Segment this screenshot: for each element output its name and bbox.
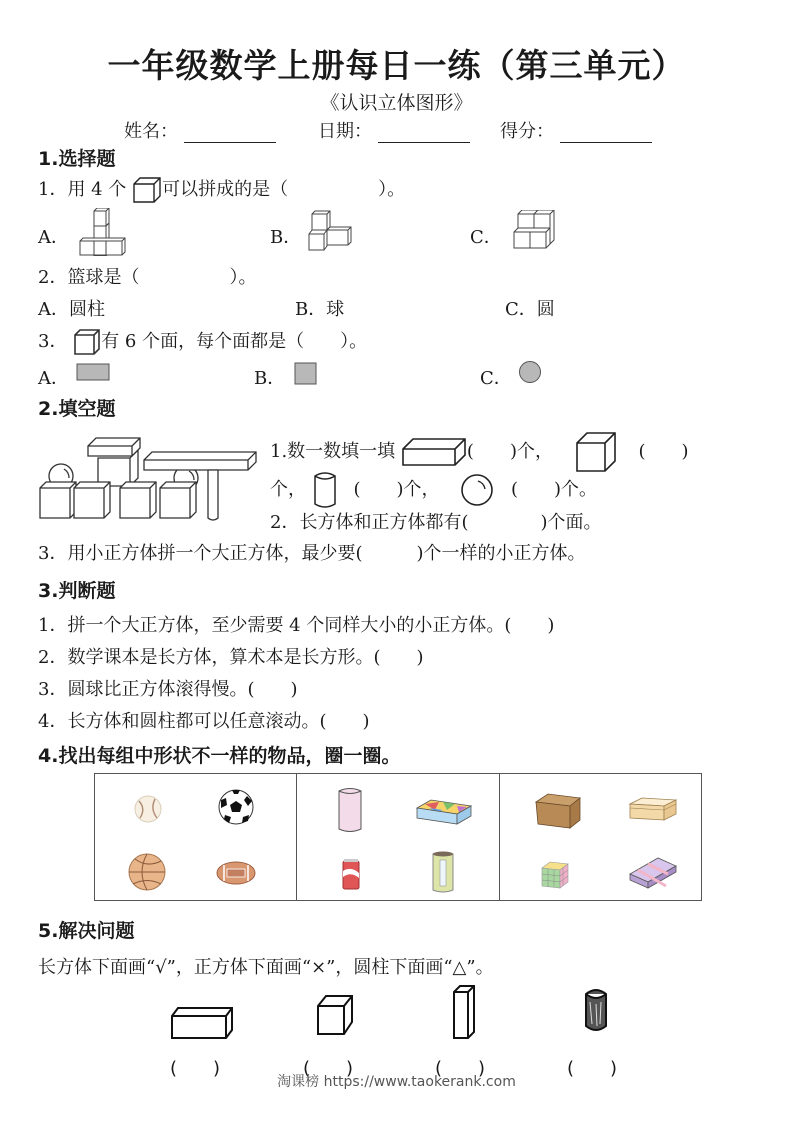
answer-slot-4[interactable]: ( ) <box>567 1058 618 1079</box>
sphere-icon <box>459 472 495 508</box>
football-icon[interactable] <box>215 860 257 886</box>
sketch-cube-icon <box>316 994 356 1036</box>
rubiks-cube-icon[interactable] <box>540 860 570 890</box>
date-blank[interactable] <box>378 124 470 143</box>
pink-cup-icon[interactable] <box>337 786 363 834</box>
s1-question-3: 3． 有 6 个面，每个面都是（ ）。 <box>38 327 367 356</box>
s1-q1-option-c[interactable]: C． <box>470 227 502 248</box>
answer-slot-3[interactable]: ( ) <box>435 1058 486 1079</box>
name-blank[interactable] <box>184 124 276 143</box>
section-5-heading: 5.解决问题 <box>38 920 135 942</box>
s3-item-2: 2．数学课本是长方体，算术本是长方形。( ) <box>38 647 424 668</box>
section-1-heading: 1.选择题 <box>38 148 116 170</box>
colorful-box-icon[interactable] <box>415 798 473 826</box>
answer-slot-1[interactable]: ( ) <box>170 1058 221 1079</box>
s3-item-4: 4．长方体和圆柱都可以任意滚动。( ) <box>38 711 370 732</box>
s2-question-3: 3．用小正方体拼一个大正方体，最少要( )个一样的小正方体。 <box>38 543 586 564</box>
s2-question-1-line-1: 1.数一数填一填 ( )个， ( ) <box>270 431 688 473</box>
cube-stack-b-icon <box>308 210 354 254</box>
circle-shape-icon <box>518 360 542 384</box>
soccer-ball-icon[interactable] <box>217 788 255 826</box>
brown-box-icon[interactable] <box>534 792 582 830</box>
s1-q2-option-b[interactable]: B．球 <box>295 299 345 320</box>
shoe-box-icon[interactable] <box>628 796 678 824</box>
cube-icon <box>73 328 101 356</box>
s3-item-1: 1．拼一个大正方体，至少需要 4 个同样大小的小正方体。( ) <box>38 615 555 636</box>
baseball-icon[interactable] <box>133 794 163 824</box>
green-tube-icon[interactable] <box>431 850 455 894</box>
group-3-boxes <box>500 774 701 900</box>
sketch-cylinder-icon <box>584 986 608 1034</box>
gift-box-icon[interactable] <box>628 856 678 890</box>
s1-q2-option-c[interactable]: C．圆 <box>505 299 555 320</box>
basketball-icon[interactable] <box>127 852 167 892</box>
s5-instruction: 长方体下面画“√”，正方体下面画“×”，圆柱下面画“△”。 <box>38 957 494 978</box>
s3-item-3: 3．圆球比正方体滚得慢。( ) <box>38 679 298 700</box>
s1-q1-option-a[interactable]: A． <box>38 227 69 248</box>
section-2-heading: 2.填空题 <box>38 398 116 420</box>
sketch-cuboid-icon <box>170 1004 234 1040</box>
group-1-balls <box>95 774 297 900</box>
s1-q2-option-a[interactable]: A．圆柱 <box>38 299 105 320</box>
s1-q1-option-b[interactable]: B． <box>270 227 302 248</box>
soda-can-icon[interactable] <box>341 858 361 892</box>
cube-icon <box>132 176 162 204</box>
cylinder-icon <box>312 470 338 510</box>
s1-q3-option-b[interactable]: B． <box>254 368 286 389</box>
score-field[interactable] <box>500 117 652 143</box>
watermark: 淘课榜 https://www.taokerank.com <box>277 1074 516 1090</box>
name-field[interactable] <box>124 117 276 143</box>
rectangle-shape-icon <box>76 363 112 383</box>
score-blank[interactable] <box>560 124 652 143</box>
answer-slot-2[interactable]: ( ) <box>303 1058 354 1079</box>
cube-stack-a-icon <box>78 208 128 256</box>
cube-icon <box>575 431 619 473</box>
s2-question-2: 2．长方体和正方体都有( )个面。 <box>270 512 602 533</box>
page-subtitle: 《认识立体图形》 <box>320 92 473 114</box>
section-3-heading: 3.判断题 <box>38 580 116 602</box>
building-blocks-picture <box>38 436 258 522</box>
name-label: 姓名： <box>124 121 178 142</box>
date-field[interactable] <box>318 117 470 143</box>
date-label: 日期： <box>318 121 372 142</box>
cube-stack-c-icon <box>512 210 558 254</box>
s1-q3-option-a[interactable]: A． <box>38 368 69 389</box>
section-4-heading: 4.找出每组中形状不一样的物品，圈一圈。 <box>38 745 401 767</box>
score-label: 得分： <box>500 121 554 142</box>
objects-grid <box>94 773 702 901</box>
group-2-containers <box>297 774 499 900</box>
s1-question-1: 1．用 4 个 可以拼成的是（ ）。 <box>38 175 405 204</box>
s2-question-1-line-2: 个， ( )个， ( )个。 <box>270 470 597 510</box>
sketch-tall-cuboid-icon <box>452 984 476 1040</box>
square-shape-icon <box>294 362 318 386</box>
s1-q3-option-c[interactable]: C． <box>480 368 512 389</box>
cuboid-icon <box>401 437 467 467</box>
page-title: 一年级数学上册每日一练（第三单元） <box>107 46 686 85</box>
s1-question-2: 2．篮球是（ ）。 <box>38 267 257 288</box>
